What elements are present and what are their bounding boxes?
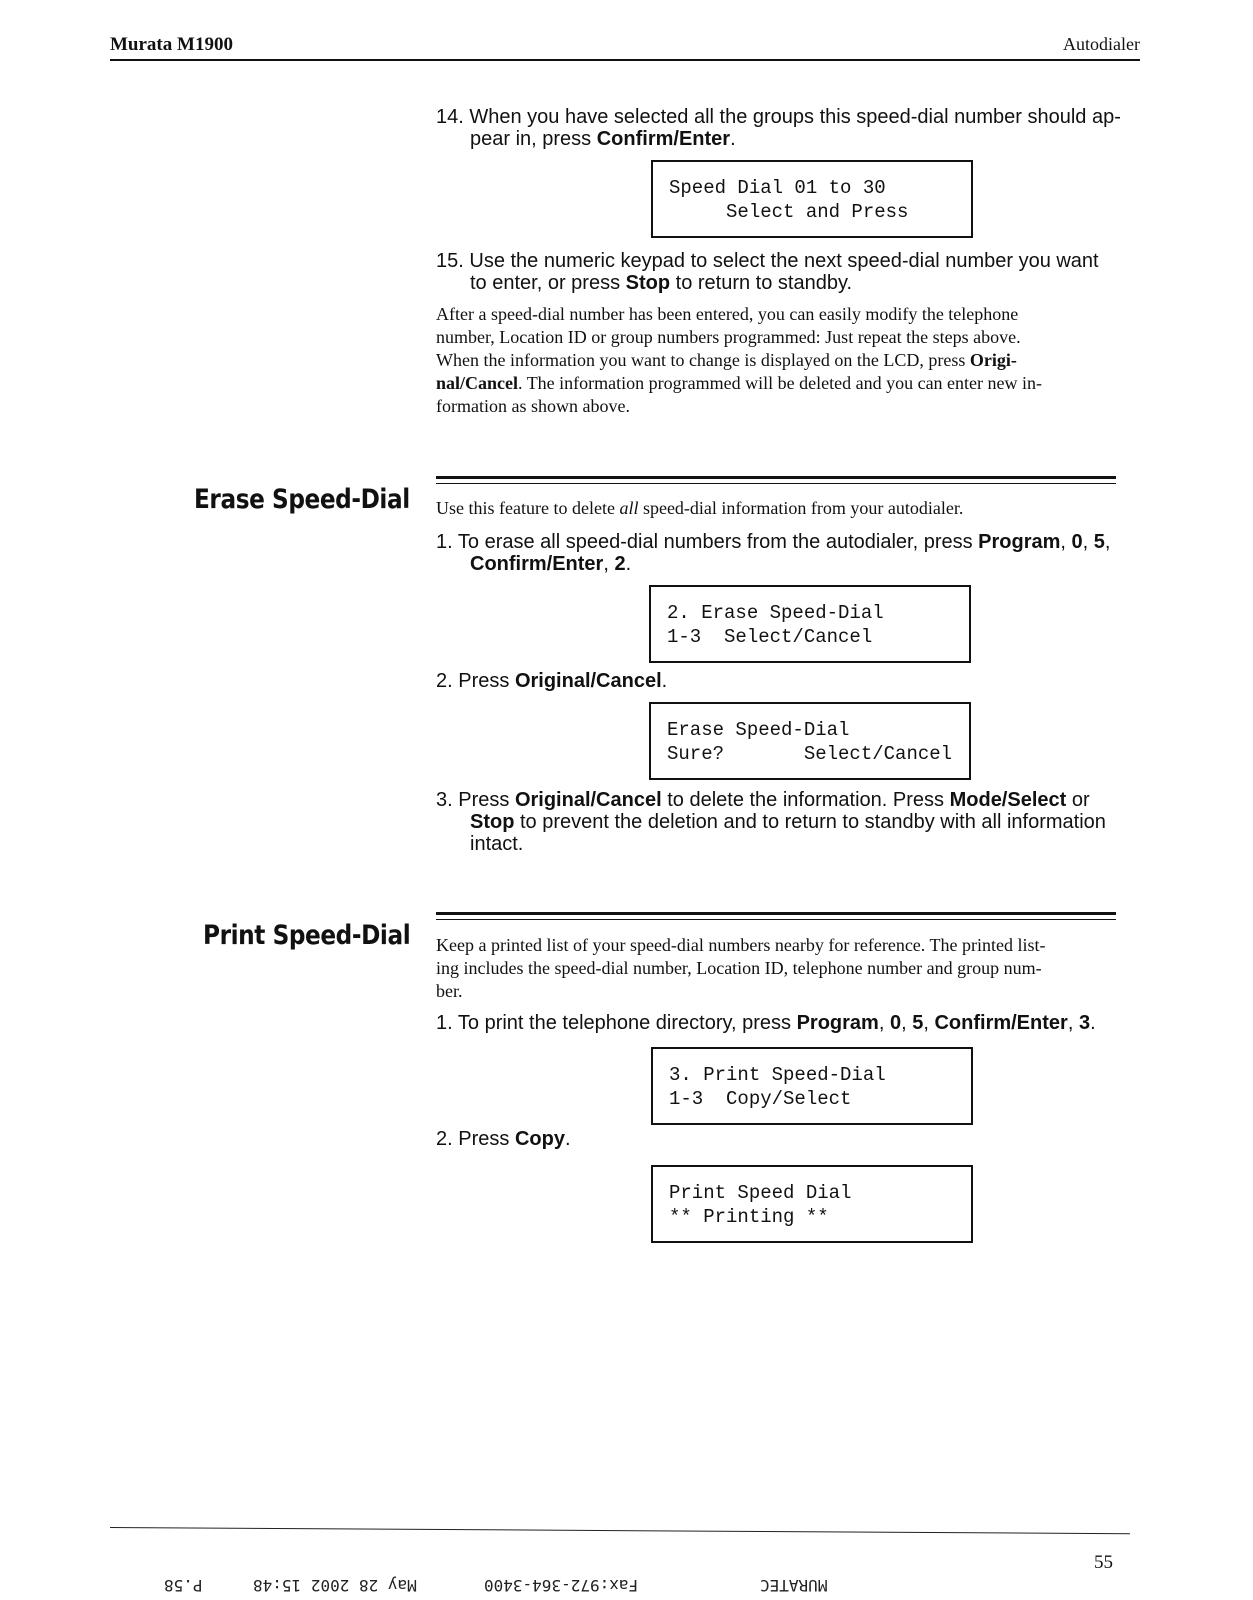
step-14 (436, 106, 1136, 150)
step-text: or (1066, 789, 1090, 811)
key-digit: 5 (1093, 531, 1105, 553)
print-step-2 (436, 1128, 1136, 1150)
key-confirm-enter: Confirm/Enter (596, 128, 731, 150)
step-number: 14. (436, 106, 464, 128)
step-number: 15. (436, 250, 464, 272)
step-text: Press (458, 1128, 515, 1150)
fax-date: May 28 2002 15:48 (253, 1576, 417, 1595)
step-text: to enter, or press (470, 272, 626, 294)
lcd-display (651, 1165, 973, 1243)
section-divider (436, 912, 1116, 920)
lcd-display (651, 160, 973, 238)
page-number: 55 (1094, 1552, 1113, 1573)
lcd-line: Erase Speed-Dial (667, 719, 850, 741)
fax-page: P.58 (164, 1576, 203, 1595)
key-confirm-enter: Confirm/Enter (934, 1012, 1068, 1034)
erase-step-3 (436, 789, 1136, 855)
header-right: Autodialer (1063, 34, 1140, 54)
lcd-display (649, 702, 971, 780)
step-text: . (730, 128, 736, 150)
step-text: To erase all speed-dial numbers from the autodialer, press (457, 531, 979, 553)
step-number: 1. (436, 1012, 453, 1034)
paragraph-text: Use this feature to delete (436, 498, 620, 518)
lcd-line: Speed Dial 01 to 30 (669, 177, 886, 199)
step-15 (436, 250, 1136, 294)
key-copy: Copy (514, 1128, 565, 1150)
step-text: When you have selected all the groups this speed-dial number should ap- (469, 106, 1121, 128)
lcd-line: Print Speed Dial (669, 1182, 852, 1204)
paragraph-text: . The information programmed will be deleted and you can enter new in- (518, 373, 1043, 393)
paragraph-line: number, Location ID or group numbers programmed: Just repeat the steps above. (436, 327, 1021, 347)
step-number: 3. (436, 789, 453, 811)
step-text: Press (458, 670, 515, 692)
lcd-line: 1-3 Copy/Select (669, 1088, 852, 1110)
step-text: To print the telephone directory, press (457, 1012, 797, 1034)
lcd-line: 2. Erase Speed-Dial (667, 602, 884, 624)
key-digit: 5 (912, 1012, 924, 1034)
step-text: , (1082, 531, 1094, 553)
step-text: , (603, 553, 615, 575)
step-number: 2. (436, 1128, 453, 1150)
key-original-cancel: Origi- (969, 350, 1017, 370)
key-digit: 0 (1071, 531, 1083, 553)
paragraph-line: formation as shown above. (436, 396, 630, 416)
step-text: . (625, 553, 632, 575)
lcd-display (649, 585, 971, 663)
step-text: , (901, 1012, 913, 1034)
key-program: Program (796, 1012, 879, 1034)
section-title-print: Print Speed-Dial (203, 920, 411, 951)
key-digit: 2 (614, 553, 626, 575)
lcd-line: 1-3 Select/Cancel (667, 626, 873, 648)
step-text: . (661, 670, 668, 692)
key-program: Program (978, 531, 1061, 553)
step-text: Press (458, 789, 515, 811)
step-text: , (878, 1012, 890, 1034)
print-intro (436, 934, 1136, 1003)
paragraph-text: speed-dial information from your autodialer. (638, 498, 964, 518)
paragraph-text: When the information you want to change is displayed on the LCD, press (436, 350, 970, 370)
footer-rule (110, 1527, 1130, 1534)
section-divider (436, 476, 1116, 484)
step-text: , (1060, 531, 1072, 553)
key-mode-select: Mode/Select (949, 789, 1067, 811)
paragraph-line: ing includes the speed-dial number, Location ID, telephone number and group num- (436, 958, 1042, 978)
step-text: , (923, 1012, 935, 1034)
key-digit: 0 (889, 1012, 902, 1034)
key-original-cancel: Original/Cancel (514, 789, 662, 811)
step-text: intact. (470, 833, 524, 855)
lcd-display (651, 1047, 973, 1125)
step-number: 1. (436, 531, 453, 553)
key-digit: 3 (1078, 1012, 1091, 1034)
step-number: 2. (436, 670, 453, 692)
paragraph-line: Keep a printed list of your speed-dial numbers nearby for reference. The printed list- (436, 935, 1046, 955)
paragraph-line: After a speed-dial number has been entered, you can easily modify the telephone (436, 304, 1019, 324)
lcd-line: 3. Print Speed-Dial (669, 1064, 886, 1086)
erase-step-2 (436, 670, 1136, 692)
step-text: . (1090, 1012, 1096, 1034)
lcd-line: Select and Press (669, 201, 909, 223)
step-text: to prevent the deletion and to return to standby with all information (514, 811, 1106, 833)
lcd-line: ** Printing ** (669, 1206, 829, 1228)
erase-step-1 (436, 531, 1136, 575)
step-text: . (564, 1128, 571, 1150)
step-text: to return to standby. (670, 272, 853, 294)
paragraph-line: ber. (436, 981, 463, 1001)
key-stop: Stop (625, 272, 671, 294)
step-text: , (1104, 531, 1111, 553)
key-confirm-enter: Confirm/Enter (470, 553, 604, 575)
header-left: Murata M1900 (110, 34, 233, 55)
emphasis: all (619, 498, 639, 518)
step-text: to delete the information. Press (661, 789, 950, 811)
key-original-cancel: nal/Cancel (436, 373, 519, 393)
erase-intro (436, 497, 1136, 520)
lcd-line: Sure? Select/Cancel (667, 743, 953, 765)
step-text: Use the numeric keypad to select the next speed-dial number you want (469, 250, 1099, 272)
step-text: pear in, press (470, 128, 597, 150)
fax-company: MURATEC (760, 1576, 828, 1595)
modify-paragraph (436, 303, 1136, 418)
fax-number: Fax:972-364-3400 (484, 1576, 639, 1595)
section-title-erase: Erase Speed-Dial (194, 484, 410, 515)
header-rule (110, 59, 1140, 61)
key-stop: Stop (470, 811, 515, 833)
key-original-cancel: Original/Cancel (514, 670, 662, 692)
step-text: , (1067, 1012, 1079, 1034)
print-step-1 (436, 1012, 1136, 1034)
